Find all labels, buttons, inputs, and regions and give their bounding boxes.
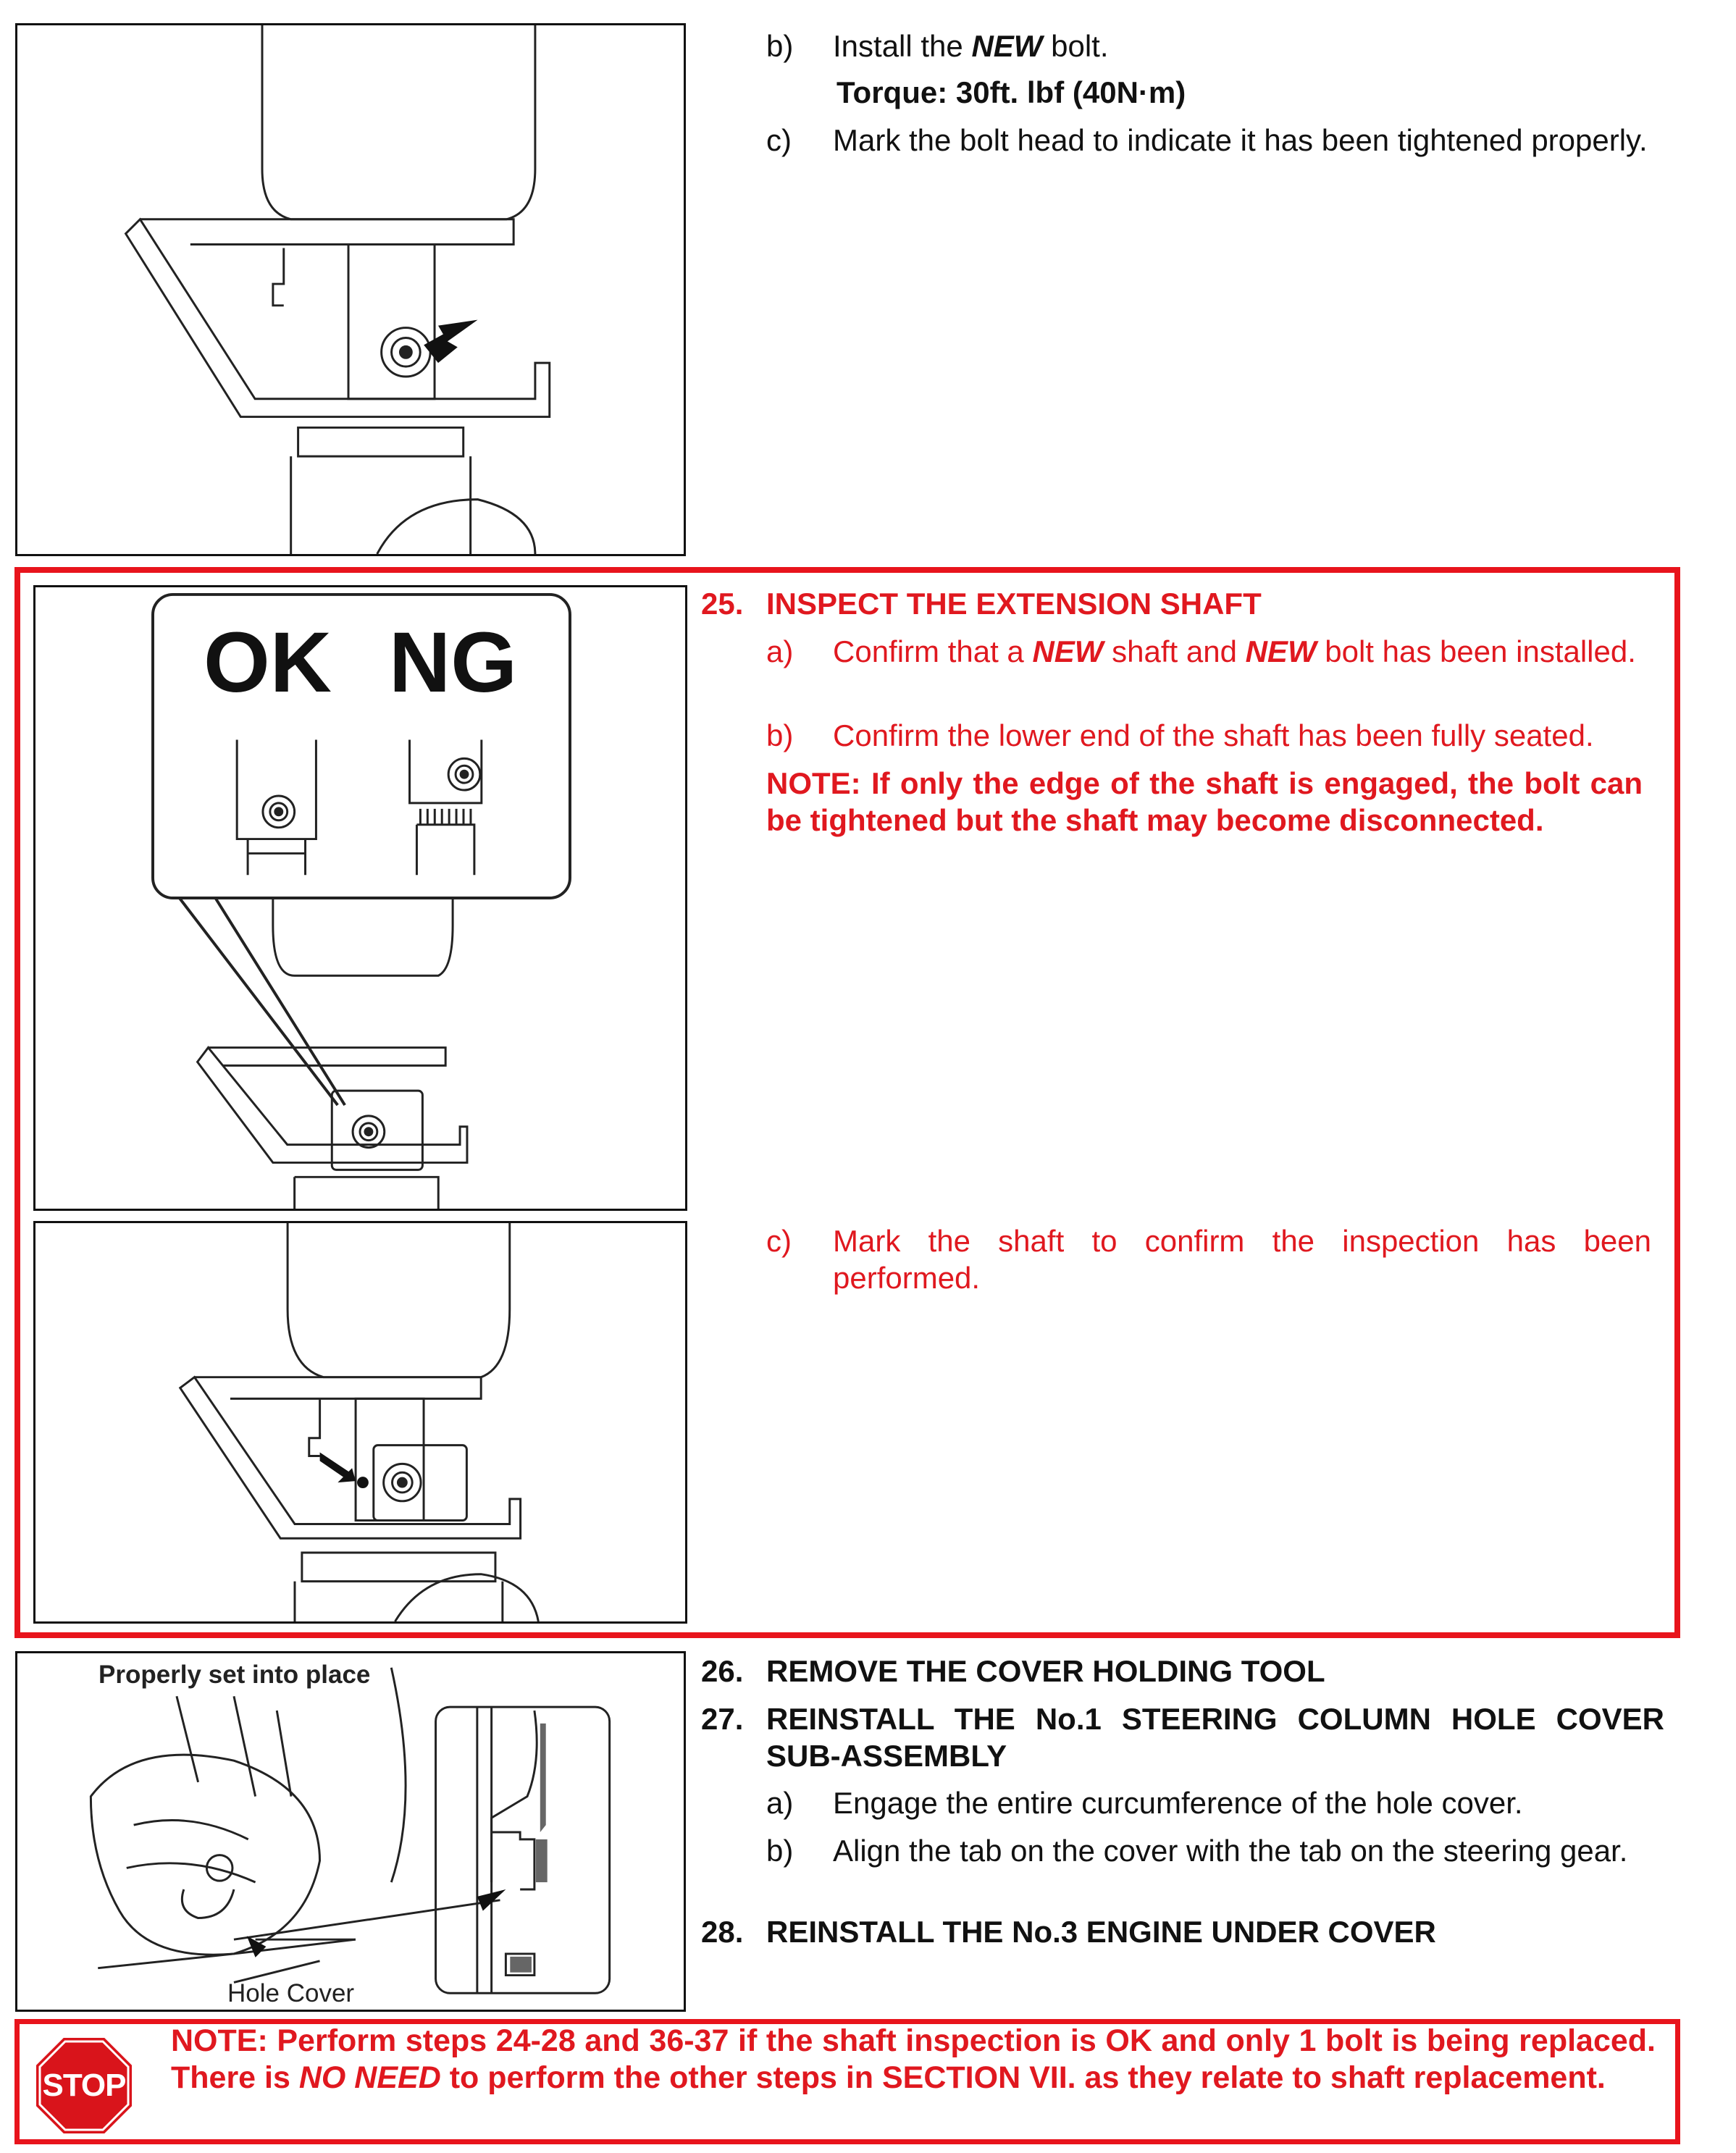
stop-note-post: to perform the other steps in SECTION VII. as they relate to shaft replacement.	[440, 2060, 1606, 2095]
step25-a-new2: NEW	[1245, 634, 1317, 668]
step25-number: 25.	[701, 587, 744, 621]
step26-heading: REMOVE THE COVER HOLDING TOOL	[766, 1654, 1325, 1688]
step24-b-label: b)	[766, 29, 794, 63]
step27-heading: REINSTALL THE No.1 STEERING COLUMN HOLE COVER SUB-ASSEMBLY	[766, 1702, 1664, 1773]
ok-ng-illustration	[35, 587, 685, 1209]
stop-note-no-need: NO NEED	[298, 2060, 441, 2095]
step27-a-label: a)	[766, 1786, 794, 1820]
step24-b-post: bolt.	[1042, 29, 1109, 63]
step24-b-new: NEW	[971, 29, 1043, 63]
step25-a-pre: Confirm that a	[833, 634, 1033, 668]
stop-sign	[33, 2035, 135, 2136]
figure-bolt-install	[15, 23, 686, 556]
step25-c-label: c)	[766, 1224, 792, 1258]
fig-ok-label: OK	[204, 615, 332, 710]
mark-shaft-illustration	[35, 1223, 685, 1621]
step26-number: 26.	[701, 1654, 744, 1688]
step27-b-text: Align the tab on the cover with the tab on the steering gear.	[833, 1834, 1628, 1868]
step25-b-text: Confirm the lower end of the shaft has been fully seated.	[833, 718, 1594, 752]
stop-note-pre: NOTE: Perform steps 24-28 and 36-37 if the shaft inspection is OK and only 1 bolt is being replaced. There is	[171, 2023, 1656, 2095]
hole-cover-illustration	[17, 1653, 684, 2010]
step25-a-new1: NEW	[1032, 634, 1104, 668]
figure-hole-cover	[15, 1651, 686, 2012]
step24-c-text: Mark the bolt head to indicate it has been tightened properly.	[833, 123, 1648, 157]
step25-note: NOTE: If only the edge of the shaft is engaged, the bolt can be tightened but the shaft may become disconnected.	[766, 766, 1643, 837]
figure-ok-ng	[33, 585, 687, 1211]
figure-mark-shaft	[33, 1221, 687, 1624]
step28-number: 28.	[701, 1915, 744, 1949]
step27-number: 27.	[701, 1702, 744, 1736]
stop-sign-label: STOP	[42, 2068, 126, 2103]
step25-a-text	[833, 633, 1651, 670]
step25-a-label: a)	[766, 634, 794, 668]
step24-b-text	[833, 28, 1659, 64]
step27-a-text: Engage the entire curcumference of the hole cover.	[833, 1786, 1523, 1820]
fig4-caption-bottom: Hole Cover	[227, 1979, 355, 2007]
arrow-icon	[424, 320, 477, 364]
step24-c-label: c)	[766, 123, 792, 157]
fig4-caption-top: Properly set into place	[98, 1661, 371, 1689]
arrow-icon	[320, 1453, 356, 1483]
step24-b-pre: Install the	[833, 29, 972, 63]
fig-ng-label: NG	[389, 615, 517, 710]
bolt-install-illustration	[17, 25, 684, 554]
step24-torque: Torque: 30ft. lbf (40N·m)	[836, 75, 1186, 109]
step27-b-label: b)	[766, 1834, 794, 1868]
step28-heading: REINSTALL THE No.3 ENGINE UNDER COVER	[766, 1915, 1436, 1949]
stop-note-text	[171, 2023, 1656, 2097]
step25-heading: INSPECT THE EXTENSION SHAFT	[766, 587, 1262, 621]
step25-a-mid: shaft and	[1103, 634, 1246, 668]
step25-b-label: b)	[766, 718, 794, 752]
step25-c-text: Mark the shaft to confirm the inspection has been performed.	[833, 1224, 1651, 1295]
mark-dot-icon	[357, 1477, 369, 1488]
step25-a-post: bolt has been installed.	[1316, 634, 1636, 668]
